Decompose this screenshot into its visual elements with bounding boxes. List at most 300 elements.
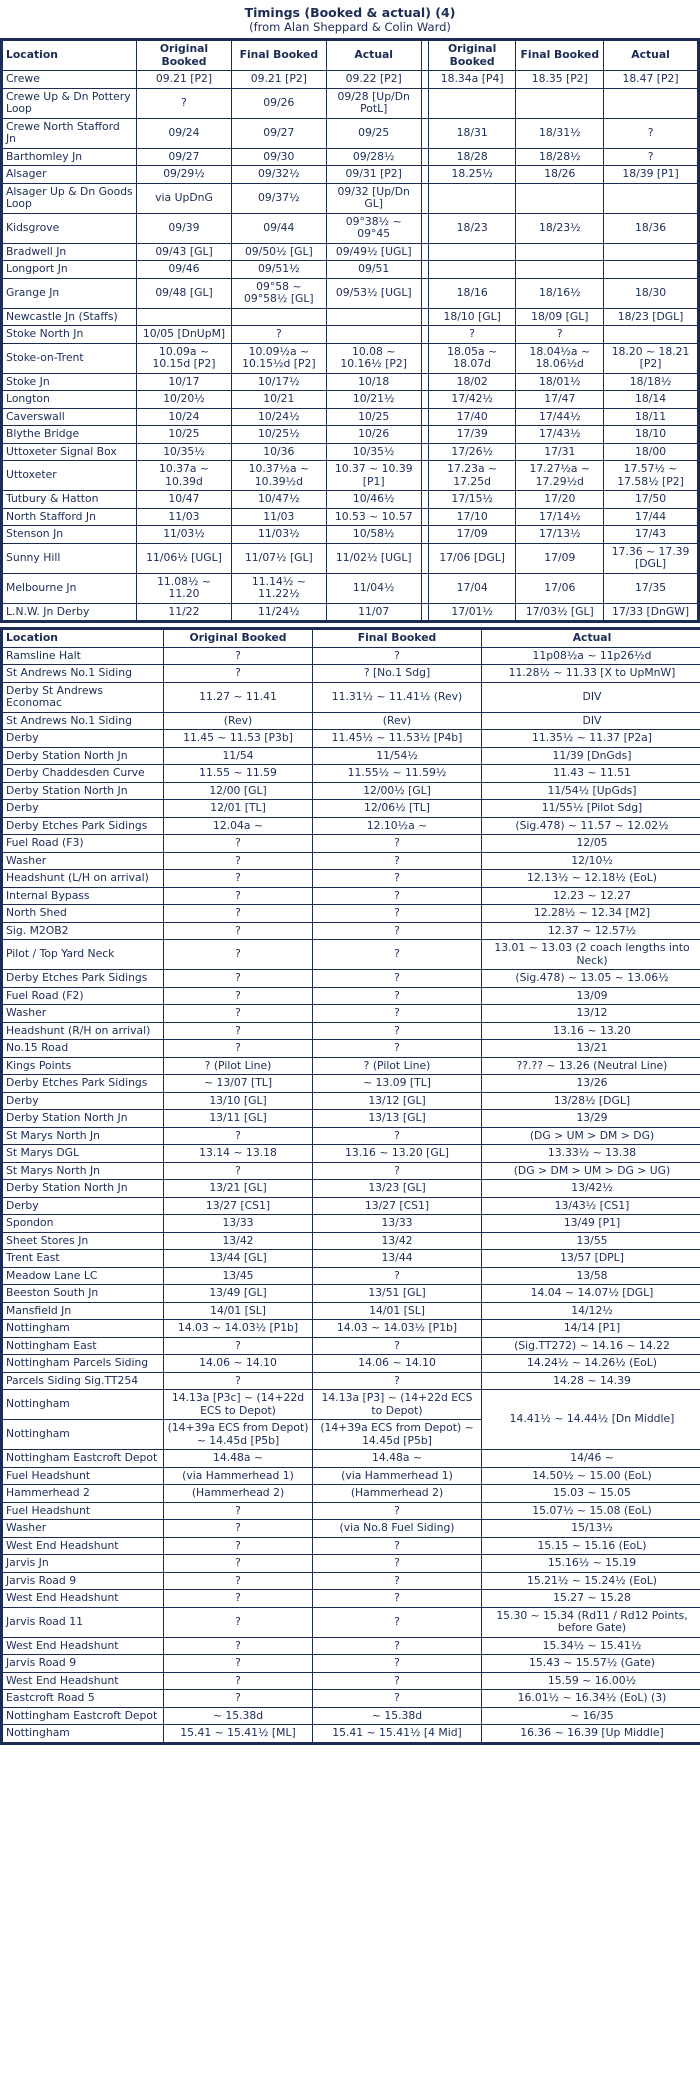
timing-cell: ? — [164, 1163, 312, 1180]
timing-cell: 12.28½ ~ 12.34 [M2] — [482, 905, 700, 922]
timing-cell: (Hammerhead 2) — [313, 1485, 481, 1502]
timing-cell: 13/12 — [482, 1005, 700, 1022]
location-cell: Sheet Stores Jn — [3, 1233, 163, 1250]
timing-cell: (DG > UM > DM > DG) — [482, 1128, 700, 1145]
timing-cell: 15.27 ~ 15.28 — [482, 1590, 700, 1607]
timing-cell: 13/21 [GL] — [164, 1180, 312, 1197]
timing-cell: ? — [164, 1673, 312, 1690]
location-cell: Alsager Up & Dn Goods Loop — [3, 184, 136, 213]
timing-cell: 13.14 ~ 13.18 — [164, 1145, 312, 1162]
location-cell: West End Headshunt — [3, 1673, 163, 1690]
column-gap — [422, 461, 428, 490]
timing-cell: 09.21 [P2] — [232, 71, 326, 88]
column-gap — [422, 391, 428, 408]
table-row — [3, 426, 697, 443]
timing-cell: 09/30 — [232, 149, 326, 166]
timing-cell: 10/20½ — [137, 391, 231, 408]
timing-cell: 09/43 [GL] — [137, 244, 231, 261]
table-row — [3, 665, 700, 682]
timing-cell: ? — [164, 1128, 312, 1145]
timing-cell: 11/07 — [327, 604, 421, 621]
column-header: Final Booked — [232, 41, 326, 70]
location-cell: Beeston South Jn — [3, 1285, 163, 1302]
timing-cell: 13.01 ~ 13.03 (2 coach lengths into Neck) — [482, 940, 700, 969]
timing-cell: 18/14 — [604, 391, 697, 408]
timing-cell: 11/55½ [Pilot Sdg] — [482, 800, 700, 817]
location-cell: Stoke North Jn — [3, 326, 136, 343]
timing-cell: 09.22 [P2] — [327, 71, 421, 88]
column-header: Actual — [327, 41, 421, 70]
timing-cell: 18/02 — [429, 374, 516, 391]
timing-cell: 11/07½ [GL] — [232, 544, 326, 573]
timing-cell: ? — [313, 888, 481, 905]
timing-cell: 10/21½ — [327, 391, 421, 408]
location-cell: Jarvis Jn — [3, 1555, 163, 1572]
timing-cell: 11/54½ — [313, 748, 481, 765]
table-row — [3, 748, 700, 765]
table-row — [3, 1690, 700, 1707]
table-row — [3, 166, 697, 183]
timing-cell — [604, 244, 697, 261]
timing-cell: 11/54 — [164, 748, 312, 765]
timing-cell: 18/28½ — [516, 149, 603, 166]
timing-cell: ? — [164, 1503, 312, 1520]
timing-cell: ? — [164, 853, 312, 870]
timing-cell: 14.03 ~ 14.03½ [P1b] — [164, 1320, 312, 1337]
timing-cell: 12/05 — [482, 835, 700, 852]
timing-cell: ? — [313, 870, 481, 887]
timing-cell — [429, 184, 516, 213]
timing-cell: 10/18 — [327, 374, 421, 391]
location-cell: Jarvis Road 9 — [3, 1573, 163, 1590]
timing-cell: ? — [313, 1655, 481, 1672]
timing-cell: 09/29½ — [137, 166, 231, 183]
table-row — [3, 1520, 700, 1537]
timing-cell: 12.10½a ~ — [313, 818, 481, 835]
timing-cell: ? — [313, 1608, 481, 1637]
timing-cell: ? — [516, 326, 603, 343]
timing-cell: ~ 13.09 [TL] — [313, 1075, 481, 1092]
timing-cell — [137, 309, 231, 326]
column-gap — [422, 509, 428, 526]
timing-cell: 17/40 — [429, 409, 516, 426]
table-row — [3, 1110, 700, 1127]
table-row — [3, 71, 697, 88]
timing-cell: 13/26 — [482, 1075, 700, 1092]
timing-cell: 11.27 ~ 11.41 — [164, 683, 312, 712]
timing-cell: ? — [313, 1040, 481, 1057]
timing-cell: 14.06 ~ 14.10 — [164, 1355, 312, 1372]
timing-cell: 17/44½ — [516, 409, 603, 426]
timing-cell: 17/15½ — [429, 491, 516, 508]
table-row — [3, 1538, 700, 1555]
table-row — [3, 870, 700, 887]
table-row — [3, 1040, 700, 1057]
location-cell: Caverswall — [3, 409, 136, 426]
timing-cell: 13/44 — [313, 1250, 481, 1267]
timing-cell: 17/43½ — [516, 426, 603, 443]
timing-cell: ? — [164, 923, 312, 940]
table-row — [3, 1373, 700, 1390]
table-row — [3, 1503, 700, 1520]
timing-cell: ? (Pilot Line) — [164, 1058, 312, 1075]
table-row — [3, 1145, 700, 1162]
table-row — [3, 1468, 700, 1485]
location-cell: North Shed — [3, 905, 163, 922]
timing-cell: 13/51 [GL] — [313, 1285, 481, 1302]
timing-cell — [516, 184, 603, 213]
column-gap — [422, 89, 428, 118]
timing-cell: ? — [232, 326, 326, 343]
timing-cell: 14/46 ~ — [482, 1450, 700, 1467]
timing-cell: ? — [313, 1555, 481, 1572]
timing-cell: 10/17 — [137, 374, 231, 391]
table-row — [3, 604, 697, 621]
table-row — [3, 1450, 700, 1467]
timing-cell: 18/11 — [604, 409, 697, 426]
timing-cell: 10/35½ — [137, 444, 231, 461]
timing-cell: 09/53½ [UGL] — [327, 279, 421, 308]
timing-cell: 10/47 — [137, 491, 231, 508]
location-cell: Derby Etches Park Sidings — [3, 1075, 163, 1092]
page-header — [0, 0, 700, 38]
table-row — [3, 119, 697, 148]
table-row — [3, 526, 697, 543]
location-cell: Jarvis Road 9 — [3, 1655, 163, 1672]
location-cell: Nottingham — [3, 1390, 163, 1419]
timing-cell: 12.13½ ~ 12.18½ (EoL) — [482, 870, 700, 887]
timing-cell: ? — [313, 648, 481, 665]
table-row — [3, 1058, 700, 1075]
timing-cell: 15.16½ ~ 15.19 — [482, 1555, 700, 1572]
timing-cell: 09/46 — [137, 261, 231, 278]
column-gap — [422, 326, 428, 343]
timing-cell: 13/28½ [DGL] — [482, 1093, 700, 1110]
timing-cell: 09/50½ [GL] — [232, 244, 326, 261]
timing-cell: 09/26 — [232, 89, 326, 118]
timing-cell: 14.41½ ~ 14.44½ [Dn Middle] — [482, 1390, 700, 1449]
timing-cell: ? — [164, 970, 312, 987]
timing-cell: 18/09 [GL] — [516, 309, 603, 326]
location-cell: Derby — [3, 1198, 163, 1215]
location-cell: Headshunt (L/H on arrival) — [3, 870, 163, 887]
table-row — [3, 1233, 700, 1250]
timing-cell: ? — [164, 870, 312, 887]
location-cell: Crewe — [3, 71, 136, 88]
location-cell: Stoke-on-Trent — [3, 344, 136, 373]
timing-cell: 13.16 ~ 13.20 [GL] — [313, 1145, 481, 1162]
timing-cell: 09/25 — [327, 119, 421, 148]
timing-cell: 15.41 ~ 15.41½ [4 Mid] — [313, 1725, 481, 1742]
timings-table-2 — [2, 629, 700, 1743]
timing-cell: 17/06 [DGL] — [429, 544, 516, 573]
column-gap — [422, 119, 428, 148]
timing-cell: 13/33 — [164, 1215, 312, 1232]
table-row — [3, 683, 700, 712]
timing-cell: 16.01½ ~ 16.34½ (EoL) (3) — [482, 1690, 700, 1707]
timing-cell: 11/39 [DnGds] — [482, 748, 700, 765]
timing-cell: ? — [164, 648, 312, 665]
location-cell: Nottingham — [3, 1420, 163, 1449]
location-cell: Longton — [3, 391, 136, 408]
timing-cell: 13/44 [GL] — [164, 1250, 312, 1267]
table-row — [3, 923, 700, 940]
timing-cell: (14+39a ECS from Depot) ~ 14.45d [P5b] — [313, 1420, 481, 1449]
location-cell: Crewe Up & Dn Pottery Loop — [3, 89, 136, 118]
table-row — [3, 940, 700, 969]
location-cell: Mansfield Jn — [3, 1303, 163, 1320]
timing-cell: ? — [164, 1023, 312, 1040]
timing-cell: 13/23 [GL] — [313, 1180, 481, 1197]
location-cell: North Stafford Jn — [3, 509, 136, 526]
table-row — [3, 544, 697, 573]
location-cell: Meadow Lane LC — [3, 1268, 163, 1285]
timing-cell: 12/01 [TL] — [164, 800, 312, 817]
timing-cell: 17.57½ ~ 17.58½ [P2] — [604, 461, 697, 490]
timing-cell: 15.15 ~ 15.16 (EoL) — [482, 1538, 700, 1555]
timing-cell: ? — [164, 665, 312, 682]
timing-cell: 14.04 ~ 14.07½ [DGL] — [482, 1285, 700, 1302]
table-row — [3, 326, 697, 343]
table-row — [3, 905, 700, 922]
timing-cell: 09/31 [P2] — [327, 166, 421, 183]
location-cell: Nottingham East — [3, 1338, 163, 1355]
timing-cell: 09/24 — [137, 119, 231, 148]
timing-cell — [604, 261, 697, 278]
location-cell: Sunny Hill — [3, 544, 136, 573]
timing-cell: 13/57 [DPL] — [482, 1250, 700, 1267]
column-header: Original Booked — [164, 630, 312, 647]
table-row — [3, 1250, 700, 1267]
timing-cell: ? — [313, 905, 481, 922]
timing-cell: 10/24 — [137, 409, 231, 426]
timing-cell — [516, 89, 603, 118]
timing-cell: 18.20 ~ 18.21 [P2] — [604, 344, 697, 373]
timing-cell: 13/13 [GL] — [313, 1110, 481, 1127]
timing-cell: 14/01 [SL] — [164, 1303, 312, 1320]
column-gap — [422, 279, 428, 308]
table-row — [3, 1163, 700, 1180]
table-row — [3, 988, 700, 1005]
timing-cell — [429, 261, 516, 278]
timing-cell: 10/05 [DnUpM] — [137, 326, 231, 343]
timing-cell: 13/09 — [482, 988, 700, 1005]
location-cell: Melbourne Jn — [3, 574, 136, 603]
timing-cell: 10.53 ~ 10.57 — [327, 509, 421, 526]
timing-cell: 14.24½ ~ 14.26½ (EoL) — [482, 1355, 700, 1372]
timing-cell: ? — [313, 1503, 481, 1520]
location-cell: Fuel Headshunt — [3, 1468, 163, 1485]
table-row — [3, 1485, 700, 1502]
timing-cell: 11/03 — [137, 509, 231, 526]
location-cell: West End Headshunt — [3, 1638, 163, 1655]
table-row — [3, 1023, 700, 1040]
column-gap — [422, 409, 428, 426]
location-cell: Pilot / Top Yard Neck — [3, 940, 163, 969]
timing-cell: 17.23a ~ 17.25d — [429, 461, 516, 490]
timing-cell: 17/09 — [429, 526, 516, 543]
timing-cell: ? — [164, 1655, 312, 1672]
location-cell: Spondon — [3, 1215, 163, 1232]
timing-cell: 17/10 — [429, 509, 516, 526]
timing-cell: 09/32½ — [232, 166, 326, 183]
column-gap — [422, 344, 428, 373]
column-header: Location — [3, 630, 163, 647]
timing-cell: ? — [313, 1573, 481, 1590]
table-row — [3, 214, 697, 243]
timing-cell: 17/01½ — [429, 604, 516, 621]
column-gap — [422, 426, 428, 443]
table-row — [3, 279, 697, 308]
timing-cell — [429, 244, 516, 261]
timing-cell: 15.30 ~ 15.34 (Rd11 / Rd12 Points, before Gate) — [482, 1608, 700, 1637]
timing-cell: 13/10 [GL] — [164, 1093, 312, 1110]
timing-cell: ? (Pilot Line) — [313, 1058, 481, 1075]
location-cell: St Andrews No.1 Siding — [3, 713, 163, 730]
table-row — [3, 835, 700, 852]
column-header: Original Booked — [429, 41, 516, 70]
timing-cell: 09/48 [GL] — [137, 279, 231, 308]
timing-cell: (Sig.478) ~ 13.05 ~ 13.06½ — [482, 970, 700, 987]
column-gap — [422, 444, 428, 461]
timing-cell: ? — [164, 1373, 312, 1390]
timing-cell: 18/16½ — [516, 279, 603, 308]
location-cell: Bradwell Jn — [3, 244, 136, 261]
timing-cell: 09/28½ — [327, 149, 421, 166]
table-row — [3, 1673, 700, 1690]
timing-cell: 10/24½ — [232, 409, 326, 426]
timing-cell: 13/27 [CS1] — [313, 1198, 481, 1215]
timing-cell: 13/49 [P1] — [482, 1215, 700, 1232]
timings-table-1-body — [3, 71, 697, 620]
timing-cell: 18.34a [P4] — [429, 71, 516, 88]
table-row — [3, 1555, 700, 1572]
timing-cell: 11.45 ~ 11.53 [P3b] — [164, 730, 312, 747]
table-row — [3, 765, 700, 782]
timing-cell: 10.08 ~ 10.16½ [P2] — [327, 344, 421, 373]
timing-cell — [232, 309, 326, 326]
timing-cell — [327, 326, 421, 343]
timing-cell: 12.37 ~ 12.57½ — [482, 923, 700, 940]
location-cell: Blythe Bridge — [3, 426, 136, 443]
timing-cell: 12.04a ~ — [164, 818, 312, 835]
table-row — [3, 184, 697, 213]
location-cell: No.15 Road — [3, 1040, 163, 1057]
timing-cell: 14.13a [P3c] ~ (14+22d ECS to Depot) — [164, 1390, 312, 1419]
table-row — [3, 1608, 700, 1637]
location-cell: Nottingham — [3, 1320, 163, 1337]
timing-cell: 12/06½ [TL] — [313, 800, 481, 817]
timing-cell: ? — [313, 1590, 481, 1607]
timing-cell: 12/00 [GL] — [164, 783, 312, 800]
location-cell: Kings Points — [3, 1058, 163, 1075]
timing-cell: 18/30 — [604, 279, 697, 308]
table-header-row — [3, 41, 697, 70]
location-cell: Derby Station North Jn — [3, 1110, 163, 1127]
timing-cell — [429, 89, 516, 118]
timing-cell: ~ 15.38d — [313, 1708, 481, 1725]
timing-cell: 10/47½ — [232, 491, 326, 508]
timing-cell: 13/49 [GL] — [164, 1285, 312, 1302]
timing-cell: 09/51 — [327, 261, 421, 278]
timing-cell: 09/37½ — [232, 184, 326, 213]
timing-cell: ? — [313, 988, 481, 1005]
timing-cell: 09.21 [P2] — [137, 71, 231, 88]
timing-cell: 18/10 — [604, 426, 697, 443]
timing-cell: ? — [313, 1538, 481, 1555]
location-cell: Derby St Andrews Economac — [3, 683, 163, 712]
timing-cell: 15.03 ~ 15.05 — [482, 1485, 700, 1502]
timing-cell — [327, 309, 421, 326]
table-row — [3, 1725, 700, 1742]
table-row — [3, 1215, 700, 1232]
timing-cell: 13/43½ [CS1] — [482, 1198, 700, 1215]
timing-cell: 11.28½ ~ 11.33 [X to UpMnW] — [482, 665, 700, 682]
timing-cell: 13/27 [CS1] — [164, 1198, 312, 1215]
timing-cell: ? — [164, 1608, 312, 1637]
timing-cell: 14.28 ~ 14.39 — [482, 1373, 700, 1390]
table-row — [3, 1708, 700, 1725]
timing-cell: 10/21 — [232, 391, 326, 408]
timing-cell: 17/26½ — [429, 444, 516, 461]
location-cell: Jarvis Road 11 — [3, 1608, 163, 1637]
timing-cell: 09°38½ ~ 09°45 — [327, 214, 421, 243]
timing-cell: 14/12½ — [482, 1303, 700, 1320]
table-row — [3, 818, 700, 835]
column-gap — [422, 309, 428, 326]
table-row — [3, 409, 697, 426]
timing-cell: 11.14½ ~ 11.22½ — [232, 574, 326, 603]
timing-cell: ? — [313, 835, 481, 852]
timing-cell: 10/25½ — [232, 426, 326, 443]
timing-cell: 11/04½ — [327, 574, 421, 603]
timing-cell: ? — [164, 888, 312, 905]
timing-cell: 11/24½ — [232, 604, 326, 621]
table-row — [3, 344, 697, 373]
location-cell: St Marys DGL — [3, 1145, 163, 1162]
timing-cell: 13/42 — [164, 1233, 312, 1250]
timing-cell: DIV — [482, 713, 700, 730]
location-cell: Internal Bypass — [3, 888, 163, 905]
column-gap — [422, 604, 428, 621]
timing-cell: ? — [164, 905, 312, 922]
location-cell: Barthomley Jn — [3, 149, 136, 166]
timing-cell: ? — [604, 149, 697, 166]
timing-cell: (via No.8 Fuel Siding) — [313, 1520, 481, 1537]
table-row — [3, 1075, 700, 1092]
table-row — [3, 1093, 700, 1110]
timing-cell: ? — [164, 1520, 312, 1537]
timing-cell: 18.05a ~ 18.07d — [429, 344, 516, 373]
location-cell: Alsager — [3, 166, 136, 183]
timing-cell: 17.27½a ~ 17.29½d — [516, 461, 603, 490]
timing-cell: ~ 13/07 [TL] — [164, 1075, 312, 1092]
location-cell: Kidsgrove — [3, 214, 136, 243]
timing-cell: 14/01 [SL] — [313, 1303, 481, 1320]
timing-cell: 09/49½ [UGL] — [327, 244, 421, 261]
timing-cell: ? — [164, 1555, 312, 1572]
timing-cell: 11/03½ — [137, 526, 231, 543]
timing-cell: 11/03 — [232, 509, 326, 526]
timing-cell: 17/09 — [516, 544, 603, 573]
location-cell: Fuel Road (F2) — [3, 988, 163, 1005]
location-cell: Derby — [3, 1093, 163, 1110]
timing-cell: 17.36 ~ 17.39 [DGL] — [604, 544, 697, 573]
location-cell: Derby — [3, 800, 163, 817]
timing-cell: 10/36 — [232, 444, 326, 461]
column-header: Location — [3, 41, 136, 70]
table-row — [3, 374, 697, 391]
